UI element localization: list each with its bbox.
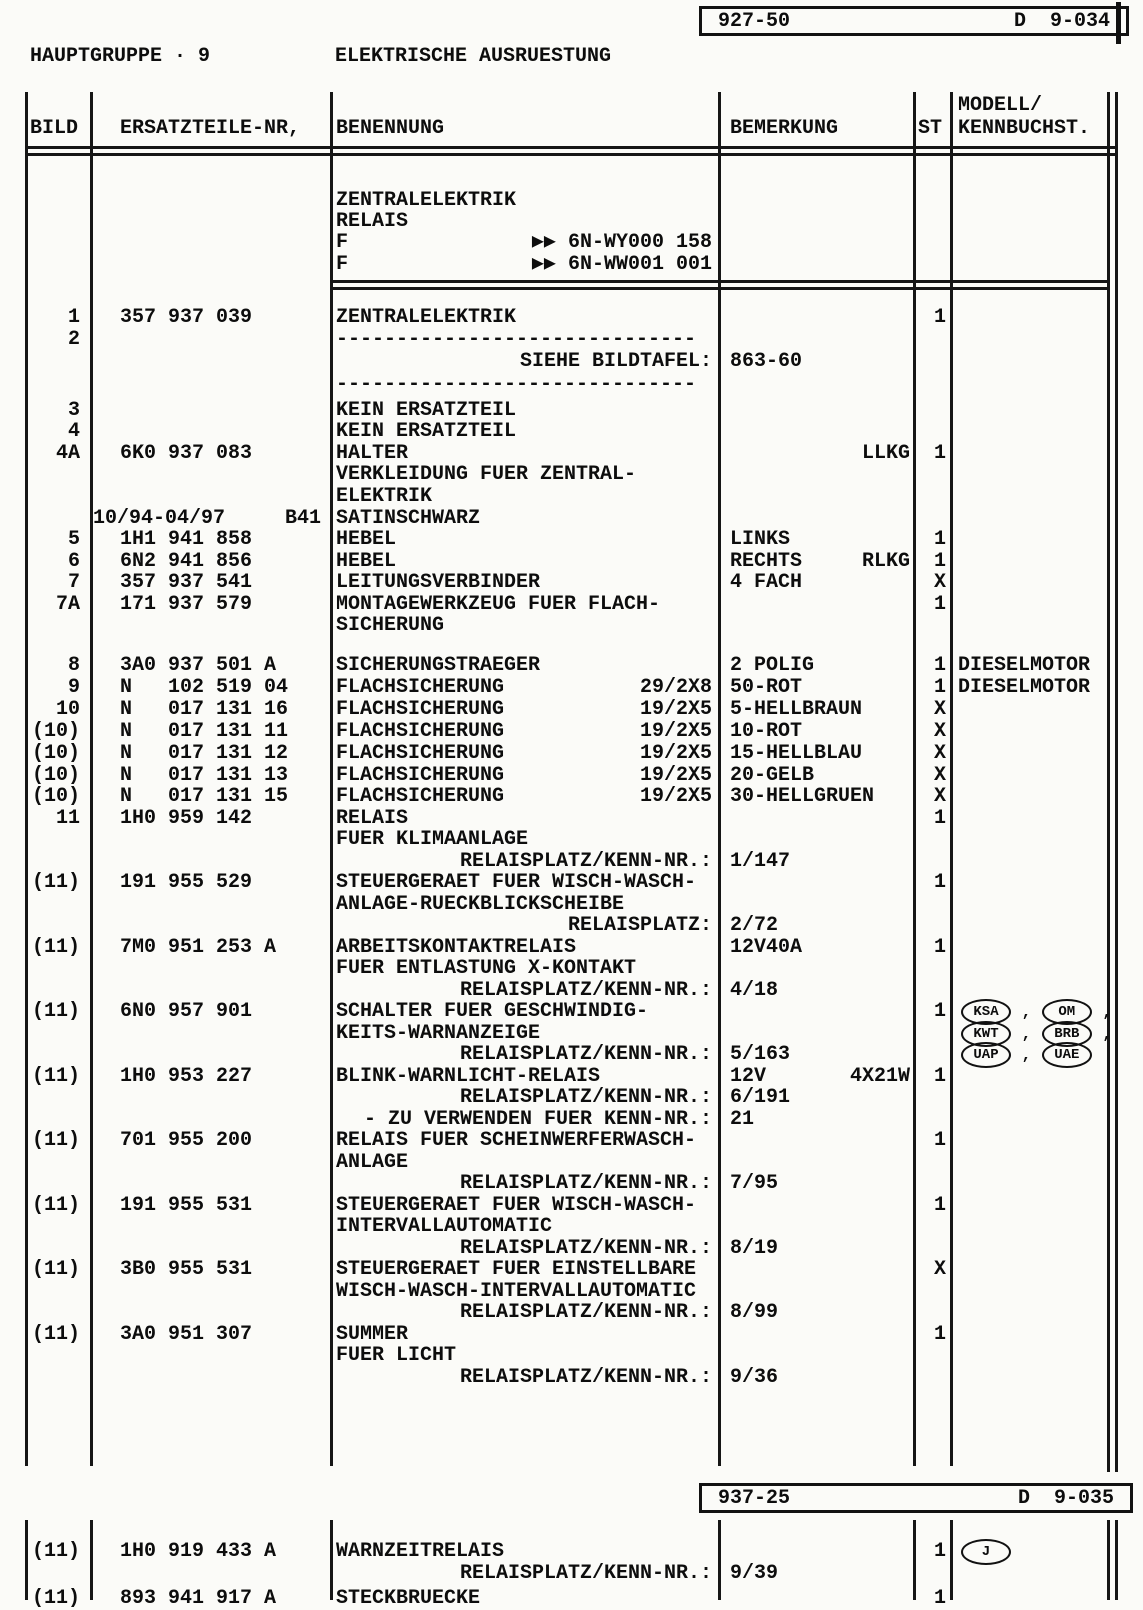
cell-bild: 8 <box>67 654 80 677</box>
cell-ben: HEBEL <box>336 528 397 551</box>
cell-nr: 171 937 579 <box>120 593 253 616</box>
cell-nr: 6N0 957 901 <box>120 1000 253 1023</box>
cell-mod: DIESELMOTOR <box>958 676 1091 699</box>
model-code-badge: BRB <box>1042 1021 1092 1047</box>
cell-bild: (11) <box>31 1065 80 1088</box>
cell-st: 1 <box>933 936 946 959</box>
cell-st: X <box>933 698 946 721</box>
cell-benr: 19/2X5 <box>639 764 712 787</box>
cell-benr: RELAISPLATZ/KENN-NR.: <box>459 979 712 1002</box>
cell-benr: 19/2X5 <box>639 698 712 721</box>
cell-ben: ------------------------------ <box>336 373 697 396</box>
cell-ben: STECKBRUECKE <box>336 1587 481 1610</box>
cell-bemr: 4X21W <box>849 1065 910 1088</box>
cell-ben: FLACHSICHERUNG <box>336 785 505 808</box>
cell-ben: F <box>336 253 349 276</box>
cell-st: 1 <box>933 1587 946 1610</box>
cell-nr: N 017 131 16 <box>120 698 289 721</box>
cell-bild: (11) <box>31 1129 80 1152</box>
cell-bild: (11) <box>31 871 80 894</box>
cell-ben: FLACHSICHERUNG <box>336 676 505 699</box>
cell-bild: 4A <box>55 442 80 465</box>
cell-bem: 8/19 <box>730 1237 779 1260</box>
cell-ben: VERKLEIDUNG FUER ZENTRAL- <box>336 463 637 486</box>
cell-benr: ▶▶ 6N-WW001 001 <box>531 253 712 276</box>
cell-bild: 2 <box>67 328 80 351</box>
cell-bild: (11) <box>31 1194 80 1217</box>
cell-bild: 3 <box>67 399 80 422</box>
cell-nr: N 017 131 11 <box>120 720 289 743</box>
cell-nr: N 017 131 12 <box>120 742 289 765</box>
cell-ben: FUER KLIMAANLAGE <box>336 828 529 851</box>
cell-ben: ------------------------------ <box>336 328 697 351</box>
cell-nr: N 017 131 15 <box>120 785 289 808</box>
cell-bild: (11) <box>31 1323 80 1346</box>
cell-benr: RELAISPLATZ/KENN-NR.: <box>459 1086 712 1109</box>
cell-bem: 1/147 <box>730 850 791 873</box>
cell-bem: 21 <box>730 1108 755 1131</box>
cell-benr: RELAISPLATZ/KENN-NR.: <box>459 1301 712 1324</box>
cell-benr: - ZU VERWENDEN FUER KENN-NR.: <box>363 1108 712 1131</box>
cell-ben: SUMMER <box>336 1323 409 1346</box>
cell-bild: (10) <box>31 742 80 765</box>
col-header-ersatzteile-nr: ERSATZTEILE-NR, <box>120 117 301 140</box>
cell-bemr: RLKG <box>861 550 910 573</box>
cell-bild: 10 <box>55 698 80 721</box>
cell-nr: 893 941 917 A <box>120 1587 277 1610</box>
cell-st: 1 <box>933 1323 946 1346</box>
cell-benr: RELAISPLATZ/KENN-NR.: <box>459 1043 712 1066</box>
cell-bem: 5-HELLBRAUN <box>730 698 863 721</box>
cell-st: 1 <box>933 1194 946 1217</box>
cell-nr: 1H0 959 142 <box>120 807 253 830</box>
cell-bem: 9/39 <box>730 1562 779 1585</box>
cell-ben: ZENTRALELEKTRIK <box>336 306 517 329</box>
ref-bottom-left: 937-25 <box>718 1486 791 1510</box>
model-code-badge: KWT <box>961 1021 1011 1047</box>
cell-st: X <box>933 720 946 743</box>
cell-st: 1 <box>933 1065 946 1088</box>
cell-ben: KEIN ERSATZTEIL <box>336 420 517 443</box>
model-code-badges: KWT , BRB , <box>960 1021 1112 1047</box>
cell-bild: 7 <box>67 571 80 594</box>
col-header-modell: MODELL/ <box>958 94 1043 117</box>
cell-st: 1 <box>933 676 946 699</box>
cell-bem: 4 FACH <box>730 571 803 594</box>
cell-benr: 19/2X5 <box>639 742 712 765</box>
cell-ben: FUER ENTLASTUNG X-KONTAKT <box>336 957 637 980</box>
cell-bem: 2 POLIG <box>730 654 815 677</box>
cell-bem: 50-ROT <box>730 676 803 699</box>
cell-bild: 6 <box>67 550 80 573</box>
col-header-kennbuchst: KENNBUCHST. <box>958 117 1091 140</box>
cell-st: X <box>933 785 946 808</box>
cell-ben: MONTAGEWERKZEUG FUER FLACH- <box>336 593 661 616</box>
cell-ben: FLACHSICHERUNG <box>336 698 505 721</box>
cell-bild: (11) <box>31 936 80 959</box>
cell-ben: F <box>336 231 349 254</box>
cell-ben: BLINK-WARNLICHT-RELAIS <box>336 1065 601 1088</box>
cell-bild: (11) <box>31 1258 80 1281</box>
model-code-badges <box>960 1539 1012 1565</box>
cell-nr: 1H1 941 858 <box>120 528 253 551</box>
cell-bild: (10) <box>31 764 80 787</box>
cell-bem: 10-ROT <box>730 720 803 743</box>
cell-st: 1 <box>933 593 946 616</box>
cell-nr: 1H0 953 227 <box>120 1065 253 1088</box>
cell-nr: 6K0 937 083 <box>120 442 253 465</box>
model-code-badge: UAE <box>1042 1042 1092 1068</box>
cell-ben: HEBEL <box>336 550 397 573</box>
cell-bemr: LLKG <box>861 442 910 465</box>
ref-bottom-right: D 9-035 <box>1017 1486 1114 1510</box>
cell-ben: ARBEITSKONTAKTRELAIS <box>336 936 577 959</box>
cell-bild: (11) <box>31 1540 80 1563</box>
cell-bild: (11) <box>31 1000 80 1023</box>
cell-bem: LINKS <box>730 528 791 551</box>
cell-bild: (10) <box>31 720 80 743</box>
cell-bem: 6/191 <box>730 1086 791 1109</box>
page-title-section: ELEKTRISCHE AUSRUESTUNG <box>335 45 612 68</box>
cell-ben: ELEKTRIK <box>336 485 433 508</box>
cell-ben: SICHERUNG <box>336 614 445 637</box>
cell-ben: SCHALTER FUER GESCHWINDIG- <box>336 1000 649 1023</box>
cell-mod: DIESELMOTOR <box>958 654 1091 677</box>
cell-benr: 29/2X8 <box>639 676 712 699</box>
cell-benr: SIEHE BILDTAFEL: <box>519 350 712 373</box>
cell-benr: RELAISPLATZ/KENN-NR.: <box>459 850 712 873</box>
cell-bild: 1 <box>67 306 80 329</box>
cell-bem: 2/72 <box>730 914 779 937</box>
model-code-badge: KSA <box>961 999 1011 1025</box>
model-code-badge: OM <box>1042 999 1092 1025</box>
cell-bem: 15-HELLBLAU <box>730 742 863 765</box>
cell-nr: 6N2 941 856 <box>120 550 253 573</box>
cell-bem: 9/36 <box>730 1366 779 1389</box>
cell-ben: FLACHSICHERUNG <box>336 720 505 743</box>
cell-ben: SICHERUNGSTRAEGER <box>336 654 541 677</box>
cell-ben: ZENTRALELEKTRIK <box>336 189 517 212</box>
cell-st: X <box>933 571 946 594</box>
cell-note: 10/94-04/97 B41 <box>93 507 322 530</box>
cell-ben: FLACHSICHERUNG <box>336 764 505 787</box>
cell-ben: ANLAGE-RUECKBLICKSCHEIBE <box>336 893 625 916</box>
cell-ben: HALTER <box>336 442 409 465</box>
cell-ben: RELAIS <box>336 807 409 830</box>
cell-bild: (11) <box>31 1587 80 1610</box>
cell-nr: 191 955 531 <box>120 1194 253 1217</box>
page-title-group: HAUPTGRUPPE · 9 <box>30 45 211 68</box>
cell-nr: 1H0 919 433 A <box>120 1540 277 1563</box>
cell-ben: KEIN ERSATZTEIL <box>336 399 517 422</box>
cell-st: 1 <box>933 1129 946 1152</box>
cell-bild: 5 <box>67 528 80 551</box>
cell-ben: FUER LICHT <box>336 1344 457 1367</box>
cell-st: X <box>933 742 946 765</box>
col-header-bild: BILD <box>30 117 79 140</box>
cell-st: 1 <box>933 1540 946 1563</box>
model-code-badges: UAP , UAE <box>960 1042 1093 1068</box>
cell-ben: STEUERGERAET FUER WISCH-WASCH- <box>336 871 697 894</box>
cell-benr: RELAISPLATZ/KENN-NR.: <box>459 1172 712 1195</box>
cell-ben: INTERVALLAUTOMATIC <box>336 1215 553 1238</box>
cell-ben: LEITUNGSVERBINDER <box>336 571 541 594</box>
cell-bild: (10) <box>31 785 80 808</box>
cell-st: 1 <box>933 528 946 551</box>
cell-bild: 7A <box>55 593 80 616</box>
cell-bem: 4/18 <box>730 979 779 1002</box>
cell-bild: 11 <box>55 807 80 830</box>
cell-ben: FLACHSICHERUNG <box>336 742 505 765</box>
cell-nr: 357 937 541 <box>120 571 253 594</box>
cell-ben: STEUERGERAET FUER EINSTELLBARE <box>336 1258 697 1281</box>
col-header-benennung: BENENNUNG <box>336 117 445 140</box>
cell-bem: 8/99 <box>730 1301 779 1324</box>
cell-ben: WARNZEITRELAIS <box>336 1540 505 1563</box>
cell-ben: WISCH-WASCH-INTERVALLAUTOMATIC <box>336 1280 697 1303</box>
cell-bem: 5/163 <box>730 1043 791 1066</box>
col-header-bemerkung: BEMERKUNG <box>730 117 839 140</box>
cell-st: 1 <box>933 654 946 677</box>
cell-benr: RELAISPLATZ/KENN-NR.: <box>459 1562 712 1585</box>
cell-ben: ANLAGE <box>336 1151 409 1174</box>
ref-top-left: 927-50 <box>718 9 791 33</box>
cell-benr: 19/2X5 <box>639 785 712 808</box>
model-code-badge: UAP <box>961 1042 1011 1068</box>
cell-bild: 9 <box>67 676 80 699</box>
cell-st: 1 <box>933 871 946 894</box>
cell-nr: 357 937 039 <box>120 306 253 329</box>
cell-st: 1 <box>933 306 946 329</box>
cell-nr: 701 955 200 <box>120 1129 253 1152</box>
cell-ben: STEUERGERAET FUER WISCH-WASCH- <box>336 1194 697 1217</box>
cell-st: 1 <box>933 1000 946 1023</box>
col-header-st: ST <box>918 117 943 140</box>
cell-bem: 20-GELB <box>730 764 815 787</box>
cell-bem: RECHTS <box>730 550 803 573</box>
cell-benr: RELAISPLATZ/KENN-NR.: <box>459 1366 712 1389</box>
cell-nr: 3A0 951 307 <box>120 1323 253 1346</box>
cell-benr: 19/2X5 <box>639 720 712 743</box>
cell-bem: 12V <box>730 1065 767 1088</box>
cell-bem: 7/95 <box>730 1172 779 1195</box>
cell-benr: RELAISPLATZ: <box>567 914 712 937</box>
cell-benr: RELAISPLATZ/KENN-NR.: <box>459 1237 712 1260</box>
cell-nr: 191 955 529 <box>120 871 253 894</box>
cell-nr: 3A0 937 501 A <box>120 654 277 677</box>
cell-bem: 12V40A <box>730 936 803 959</box>
model-code-badge: J <box>961 1539 1011 1565</box>
cell-nr: 3B0 955 531 <box>120 1258 253 1281</box>
model-code-badges: KSA , OM , <box>960 999 1112 1025</box>
cell-ben: SATINSCHWARZ <box>336 507 481 530</box>
cell-ben: RELAIS <box>336 210 409 233</box>
cell-st: X <box>933 764 946 787</box>
cell-st: 1 <box>933 807 946 830</box>
cell-st: 1 <box>933 442 946 465</box>
cell-bild: 4 <box>67 420 80 443</box>
cell-nr: 7M0 951 253 A <box>120 936 277 959</box>
cell-ben: KEITS-WARNANZEIGE <box>336 1022 541 1045</box>
cell-st: 1 <box>933 550 946 573</box>
cell-benr: ▶▶ 6N-WY000 158 <box>531 231 712 254</box>
ref-top-right: D 9-034 <box>1013 9 1110 33</box>
cell-bem: 30-HELLGRUEN <box>730 785 875 808</box>
cell-st: X <box>933 1258 946 1281</box>
cell-nr: N 017 131 13 <box>120 764 289 787</box>
cell-nr: N 102 519 04 <box>120 676 289 699</box>
cell-bem: 863-60 <box>730 350 803 373</box>
cell-ben: RELAIS FUER SCHEINWERFERWASCH- <box>336 1129 697 1152</box>
